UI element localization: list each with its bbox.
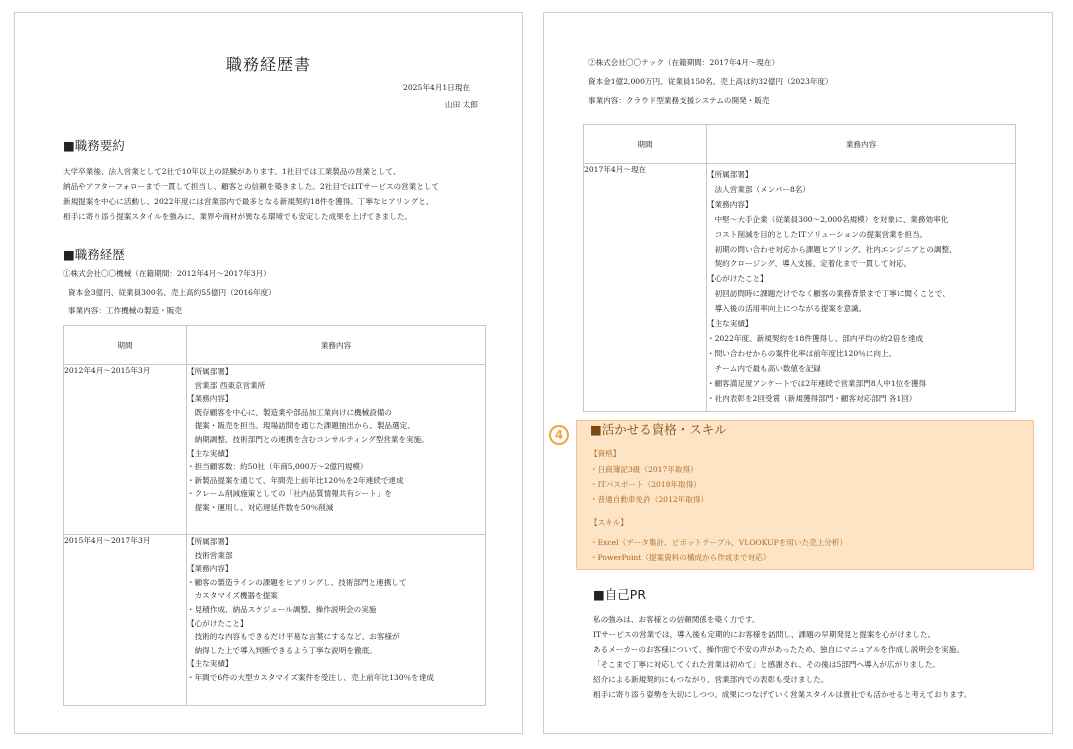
company2-history-table	[583, 124, 1016, 412]
document-title: 職務経歴書	[226, 55, 312, 74]
table-header-content: 業務内容	[707, 125, 1016, 164]
table-header-period: 期間	[584, 125, 707, 164]
company1-capital: 資本金3億円、従業員300名、売上高約55億円（2016年度）	[68, 288, 276, 297]
skills-heading: ■活かせる資格・スキル	[590, 422, 727, 437]
table-row: 2015年4月〜2017年3月 【所属部署】 技術営業部 【業務内容】 ・顧客の製造ラインの課題をヒアリングし、技術部門と連携して カスタマイズ機器を提案 ・見積作成、納品スケジュール調整、操作説明会の実施 【心がけたこと】 技術的な内容もできるだけ平易な言葉にするなど、お客様が 納得した上で導入判断できるよう丁寧な説明を徹底。 【主な実績】 ・年間で6件の大型カスタマイズ案件を受注し、売上前年比130％を達成	[64, 535, 486, 706]
history-heading: ■職務経歴	[63, 247, 125, 262]
table-header-content: 業務内容	[187, 326, 486, 365]
company2-capital: 資本金1億2,000万円、従業員150名、売上高は約32億円（2023年度）	[588, 77, 833, 86]
company2-name: ②株式会社〇〇テック（在籍期間：2017年4月〜現在）	[588, 58, 780, 67]
table-row: 2017年4月〜現在 【所属部署】 法人営業部（メンバー8名） 【業務内容】 中堅〜大手企業（従業員300〜2,000名規模）を対象に、業務効率化 コスト削減を目的としたITソリューションの提案営業を担当。 初期の問い合わせ対応から課題ヒアリング、社内エンジニアとの調整、 契約クロージング、導入支援、定着化まで一貫して対応。 【心がけたこと】 初回訪問時に課題だけでなく顧客の業務背景まで丁寧に聞くことで、 導入後の活用率向上につながる提案を意識。 【主な実績】 ・2022年度、新規契約を18件獲得し、部内平均の約2倍を達成 ・問い合わせからの案件化率は前年度比120％に向上、 チーム内で最も高い数値を記録 ・顧客満足度アンケートでは2年連続で営業部門8人中1位を獲得 ・社内表彰を2回受賞（新規獲得部門・顧客対応部門 各1回）	[584, 164, 1016, 412]
table-row: 2012年4月〜2015年3月 【所属部署】 営業部 西東京営業所 【業務内容】 既存顧客を中心に、製造業や部品加工業向けに機械設備の 提案・販売を担当。現場訪問を通じた課題抽出から、製品選定、 納期調整、技術部門との連携を含むコンサルティング型営業を実施。 【主な実績】 ・担当顧客数：約50社（年商5,000万〜2億円規模） ・新製品提案を通じて、年間売上前年比120％を2年連続で達成 ・クレーム削減施策としての「社内品質情報共有シート」を 提案・運用し、対応遅延件数を50％削減	[64, 365, 486, 535]
qualifications-label: 【資格】	[590, 449, 621, 458]
company1-business: 事業内容：工作機械の製造・販売	[68, 306, 182, 315]
self-pr-text: 私の強みは、お客様との信頼関係を築く力です。 ITサービスの営業では、導入後も定期的にお客様を訪問し、課題の早期発見と提案を心がけました。 あるメーカーのお客様について、操作面で不安の声があったため、独自にマニュアルを作成し説明会を実施。 「そこまで丁寧に対応してくれた営業は初めて」と感謝され、その後は5部門へ導入が広がりました。 紹介による新規契約にもつながり、営業部内での表彰も受けました。 相手に寄り添う姿勢を大切にしつつ、成果につなげていく営業スタイルは貴社でも活かせると考えております。	[593, 615, 972, 699]
skill-item: ・Excel（データ集計、ピボットテーブル、VLOOKUPを用いた売上分析）	[590, 538, 848, 547]
summary-heading: ■職務要約	[63, 138, 125, 153]
table-header-period: 期間	[64, 326, 187, 365]
skill-item: ・PowerPoint（提案資料の構成から作成まで対応）	[590, 553, 771, 562]
section-number-badge: 4	[549, 425, 569, 445]
applicant-name: 山田 太郎	[445, 100, 478, 109]
skills-label: 【スキル】	[590, 518, 628, 527]
company1-name: ①株式会社〇〇機械（在籍期間：2012年4月〜2017年3月）	[63, 269, 271, 278]
company2-business: 事業内容：クラウド型業務支援システムの開発・販売	[588, 96, 770, 105]
document-date: 2025年4月1日現在	[403, 83, 470, 92]
company1-history-table	[63, 325, 486, 706]
self-pr-heading: ■自己PR	[593, 587, 647, 602]
qualification-item: ・ITパスポート（2018年取得）	[590, 480, 701, 489]
summary-text: 大学卒業後、法人営業として2社で10年以上の経験があります。1社目では工業製品の営業として、 納品やアフターフォローまで一貫して担当し、顧客との信頼を築きました。2社目ではITサービスの営業として 新規提案を中心に活動し、2022年度には営業部内で最多となる新規契約18件を獲得。丁寧なヒアリングと、 相手に寄り添う提案スタイルを強みに、業界や商材が異なる環境でも安定した成果を上げてきました。	[63, 167, 440, 221]
qualification-item: ・普通自動車免許（2012年取得）	[590, 495, 709, 504]
qualification-item: ・日商簿記3級（2017年取得）	[590, 465, 698, 474]
